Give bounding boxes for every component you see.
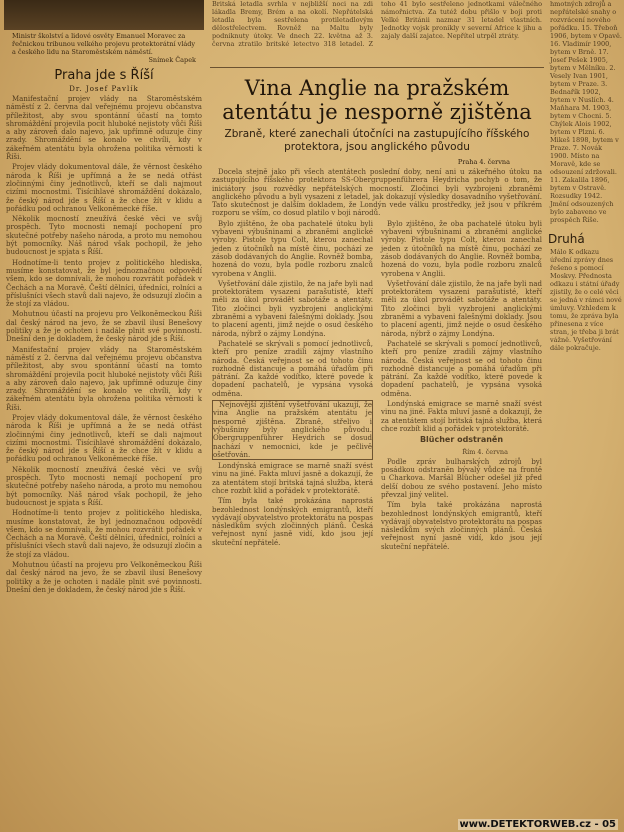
right-body-bottom: Málo K odkazu úřední zprávy dnes řešeno s pomocí Moskvy. Přednosta odkazu i státní úřady zjistily, že o celé věci se jedná v rámci nové úmluvy. Vzhledem k tomu, že zpráva byla přinesena z více stran, je třeba ji brát vážně. Vyšetřování dále pokračuje. [550, 248, 622, 352]
paragraph: Projev vlády dokumentoval dále, že věrnost českého národa k Říši je upřímná a že se nedá otřást zločinnými činy jednotlivců, kteří se dali najmout cizími mocnostmi. Tisícihlavé shromáždění dokázalo, že český národ jde s Říší a že chce žít v klidu a pořádku pod ochranou Velkoněmecké říše. [6, 413, 202, 464]
paragraph: Londýnská emigrace se marně snaží svést vinu na jiné. Fakta mluví jasně a dokazují, že za atentátem stojí britská tajná služba, která chce rozbít klid a pořádek v protektorátě. [381, 400, 542, 433]
caption-text: Ministr školství a lidové osvěty Emanuel Moravec za řečnickou tribunou velkého projevu protektorátní vlády a českého lidu na Staroměstském náměstí. [12, 32, 196, 56]
main-article-body [210, 220, 544, 551]
paragraph: Tím byla také prokázána naprostá bezohlednost londýnských emigrantů, kteří vydávají obyvatelstvo protektorátu na pospas následkům svých zločinných plánů. Česká veřejnost nyní jasně vidí, kdo jsou její skuteční nepřátelé. [212, 497, 373, 547]
left-column [4, 0, 204, 832]
divider [210, 67, 544, 68]
article-body-praha [4, 95, 204, 594]
paragraph: Manifestační projev vlády na Staroměstském náměstí z 2. června dal veřejnému projevu občanstva příležitost, aby svou spontánní účastí na tomto shromáždění projevila pocit hluboké nejistoty vůči Říši a aby zároveň dalo najevo, jak upřímně oduzuje činy zrady. Shromáždění se konalo ve chvíli, kdy v zákeřném atentátu byla ohrožena politika věrnosti k Říši. [6, 95, 202, 162]
lead-paragraph: Docela stejně jako při všech atentátech poslední doby, není ani u zákeřného útoku na zastupujícího říšského protektora SS-Obergruppenführera Heydricha pochyb o tom, že iniciátory jsou rozvědky nepřátelských mocností. Zločinci byli vyzbrojeni zbraněmi anglického původu a byli vysazeni z letadel, jak dokazují výsledky dosavadního vyšetřování. Tato skutečnost je dalším dokladem, že Londýn vede válku prostředky, jež jsou v příkrém rozporu se vším, co dosud platilo v boji národů. [212, 168, 542, 218]
paragraph: Londýnská emigrace se marně snaží svést vinu na jiné. Fakta mluví jasně a dokazují, že za atentátem stojí britská tajná služba, která chce rozbít klid a pořádek v protektorátě. [212, 462, 373, 495]
center-column [210, 0, 544, 832]
paragraph: Bylo zjištěno, že oba pachatelé útoku byli vybaveni výbušninami a zbraněmi anglické výroby. Pistole typu Colt, kterou zanechal jeden z útočníků na místě činu, pochází ze zásob dodávaných do Anglie. Rovněž bomba, hozená do vozu, byla podle rozboru znalců vyrobena v Anglii. [381, 219, 542, 278]
paragraph: Pachatelé se skrývali s pomocí jednotlivců, kteří pro peníze zradili zájmy vlastního národa. Česká veřejnost se od tohoto činu rozhodně distancuje a pomáhá úřadům při pátrání. Za každé vodítko, které povede k dopadení pachatelů, je vypsána vysoká odměna. [212, 339, 373, 398]
caption-credit: Snímek Čapek [148, 56, 196, 64]
paragraph: Vyšetřování dále zjistilo, že na jaře byli nad protektorátem vysazeni parašutisté, kteří měli za úkol provádět sabotáže a atentáty. Tito zločinci byli vyzbrojeni anglickými zbraněmi a vybaveni falešnými doklady. Jsou to placení agenti, jimž nejde o osud českého národa, nýbrž o zájmy Londýna. [212, 279, 373, 338]
paragraph: Mohutnou účastí na projevu pro Velkoněmeckou Říši dal český národ na jevo, že se zbavil ilusí Benešovy politiky a že je ochoten i nadále plnit své povinnosti. Dnešní den je dokladem, že český národ jde s Říší. [6, 561, 202, 594]
paragraph: Hodnotíme-li tento projev z politického hlediska, musíme konstatovat, že byl jednoznačnou odpovědí všem, kdo se domnívali, že mohou rozvrátit pořádek v Čechách a na Moravě. Čeští dělníci, úředníci, rolníci a příslušníci všech stavů dali najevo, že odsuzují zločin a že stojí za vládou. [6, 509, 202, 559]
paragraph: Několik mocností zneužívá české věci ve svůj prospěch. Tyto mocnosti nemají pochopení pro skutečné potřeby našeho národa, a proto mu nemohou být pomocníky. Náš národ však pochopil, že jeho budoucnost je spjata s Říší. [6, 465, 202, 507]
paragraph: Manifestační projev vlády na Staroměstském náměstí z 2. června dal veřejnému projevu občanstva příležitost, aby svou spontánní účastí na tomto shromáždění projevila pocit hluboké nejistoty vůči Říši a aby zároveň dalo najevo, jak upřímně oduzuje činy zrady. Shromáždění se konalo ve chvíli, kdy v zákeřném atentátu byla ohrožena politika věrnosti k Říši. [6, 345, 202, 412]
paragraph: Projev vlády dokumentoval dále, že věrnost českého národa k Říši je upřímná a že se nedá otřást zločinnými činy jednotlivců, kteří se dali najmout cizími mocnostmi. Tisícihlavé shromáždění dokázalo, že český národ jde s Říší a že chce žít v klidu a pořádku pod ochranou Velkoněmecké říše. [6, 163, 202, 213]
main-dateline: Praha 4. června [457, 158, 510, 166]
paragraph: Bylo zjištěno, že oba pachatelé útoku byli vybaveni výbušninami a zbraněmi anglické výroby. Pistole typu Colt, kterou zanechal jeden z útočníků na místě činu, pochází ze zásob dodávaných do Anglie. Rovněž bomba, hozená do vozu, byla podle rozboru znalců vyrobena v Anglii. [212, 219, 373, 278]
boxed-paragraph: Nejnovější zjištění vyšetřování ukazují, že vina Anglie na pražském atentátu je nesporně zjištěna. Zbraně, střelivo i výbušniny byly anglického původu. Obergruppenführer Heydrich se dosud nachází v nemocnici, kde je pečlivě ošetřován. [213, 401, 372, 459]
right-body-top: hmotných zdrojů a nepřátelské snahy o rozvrácení nového pořádku. 15. Třeboň 1906, bytem v Opavě. 16. Vladimír 1900, bytem v Brně. 17. Josef Pešek 1905, bytem v Mělníku. 2. Vesely Ivan 1901, bytem v Praze. 3. Bednařík 1902, bytem v Nuslích. 4. Maňhara M. 1903, bytem v Chocni. 5. Chýlek Alois 1902, bytem v Plzni. 6. Mikeš 1898, bytem v Praze. 7. Novák 1900. Místo na Moravě, kde se odsouzení zdržovali. 11. Zakalila 1896, bytem v Ostravě. Rozsudky 1942. Jmění odsouzených bylo zabaveno ve prospěch Říše. [550, 0, 622, 224]
paragraph: Pachatelé se skrývali s pomocí jednotlivců, kteří pro peníze zradili zájmy vlastního národa. Česká veřejnost se od tohoto činu rozhodně distancuje a pomáhá úřadům při pátrání. Za každé vodítko, které povede k dopadení pachatelů, je vypsána vysoká odměna. [381, 339, 542, 398]
article-byline: Dr. Josef Pavlík [69, 85, 139, 93]
right-column [548, 0, 624, 832]
blucher-dateline: Řím 4. června [462, 447, 508, 456]
article-headline-praha: Praha jde s Říší [54, 68, 154, 83]
main-subhead: Zbraně, které zanechali útočníci na zastupujícího říšského protektora, jsou anglického původu [224, 128, 530, 153]
photo-caption [4, 30, 204, 64]
main-lead [210, 168, 544, 218]
paragraph: Mohutnou účastí na projevu pro Velkoněmeckou Říši dal český národ na jevo, že se zbavil ilusí Benešovy politiky a že je ochoten i nadále plnit své povinnosti. Dnešní den je dokladem, že český národ jde s Říší. [6, 310, 202, 344]
news-photo [4, 0, 204, 30]
site-watermark: www.DETEKTORWEB.cz - 05 [459, 819, 616, 830]
paragraph: Tím byla také prokázána naprostá bezohlednost londýnských emigrantů, kteří vydávají obyvatelstvo protektorátu na pospas následkům svých zločinných plánů. Česká veřejnost nyní jasně vidí, kdo jsou její skuteční nepřátelé. [381, 501, 542, 551]
paragraph-blucher: Podle zpráv bulharských zdrojů byl posádkou odstraněn bývalý vůdce na frontě u Charkova. Maršál Blücher odešel již před delší dobou ze svého postavení. Jeho místo převzal jiný velitel. [381, 457, 542, 499]
paragraph: Několik mocností zneužívá české věci ve svůj prospěch. Tyto mocnosti nemají pochopení pro skutečné potřeby našeho národa, a proto mu nemohou být pomocníky. Náš národ však pochopil, že jeho budoucnost je spjata s Říší. [6, 215, 202, 257]
right-headline: Druhá [548, 232, 585, 246]
paragraph: Vyšetřování dále zjistilo, že na jaře byli nad protektorátem vysazeni parašutisté, kteří měli za úkol provádět sabotáže a atentáty. Tito zločinci byli vyzbrojeni anglickými zbraněmi a vybaveni falešnými doklady. Jsou to placení agenti, jimž nejde o osud českého národa, nýbrž o zájmy Londýna. [381, 279, 542, 338]
main-headline: Vina Anglie na pražském atentátu je nesporně zjištěna [222, 76, 532, 124]
subheading-blucher: Blücher odstraněn [419, 435, 504, 445]
top-news-block: Britská letadla svrhla v nejbližší noci na zdi lákadla Bremy, Brém a na okolí. Nepřátelská letadla byla sestřelena protiletadlovým dělostřelectvem. Rovněž na Maltu byly podniknuty útoky. Ve dnech 22. května až 3. června ztratilo britské letectvo 318 letadel. Z toho 41 bylo sestřeleno jednotkami válečného námořnictva. Za tutéž dobu přišlo v boji proti Velké Británii nazmar 31 letadel vlastních. Jednotky vojsk pronikly v severní Africe k jihu a zajaly další zajatce. Nepřítel utrpěl ztráty. [212, 0, 542, 48]
paragraph: Hodnotíme-li tento projev z politického hlediska, musíme konstatovat, že byl jednoznačnou odpovědí všem, kdo se domnívali, že mohou rozvrátit pořádek v Čechách a na Moravě. Čeští dělníci, úředníci, rolníci a příslušníci všech stavů dali najevo, že odsuzují zločin a že stojí za vládou. [6, 258, 202, 309]
